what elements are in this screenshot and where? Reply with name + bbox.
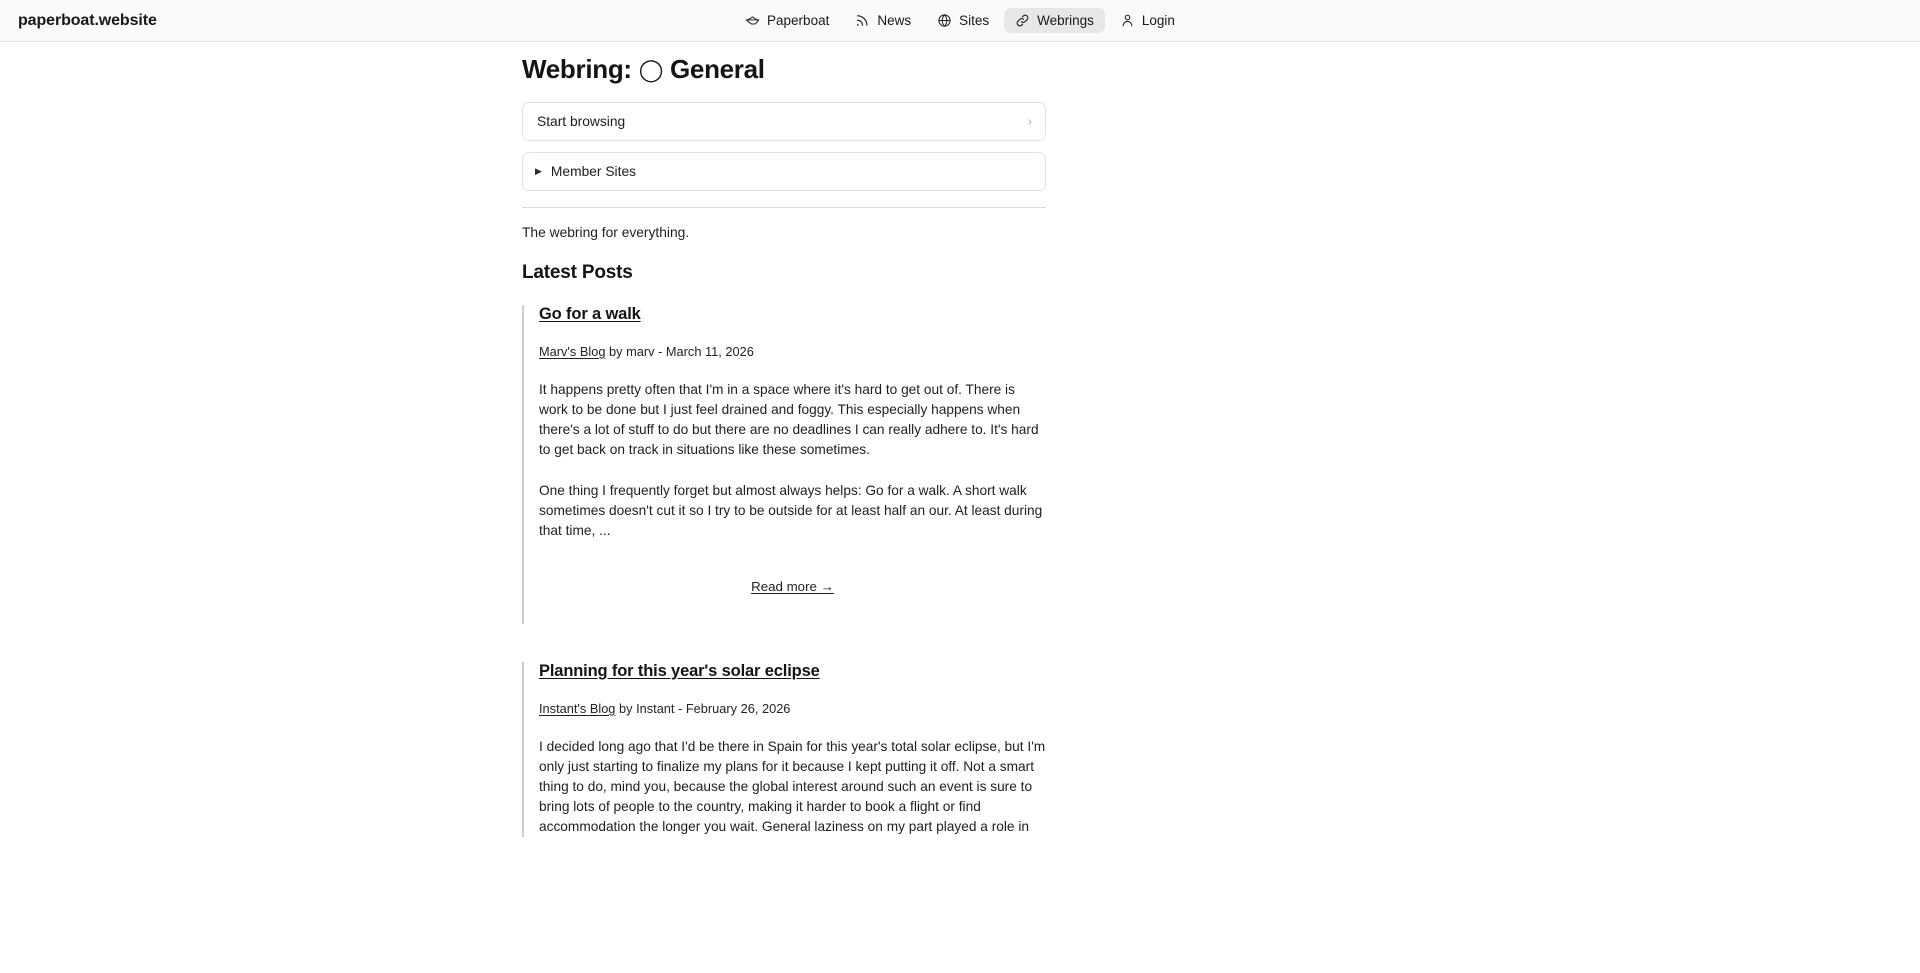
post-paragraph: I decided long ago that I'd be there in Spain for this year's total solar eclipse, but I'm only just starting to finalize my plans for it because I kept putting it off. Not a smart thing to do, mind you, because the global interest around such an event is sure to bring lots of people to the country, making it harder to book a flight or find accommodation the longer you wait. General laziness on my part played a role in xyxy=(539,738,1046,834)
member-sites-disclosure-panel[interactable] xyxy=(522,152,1046,191)
paperboat-icon xyxy=(745,13,760,28)
nav-item-webrings[interactable] xyxy=(1004,8,1105,33)
user-icon xyxy=(1120,13,1135,28)
post-meta xyxy=(539,701,1046,716)
nav-label-webrings: Webrings xyxy=(1037,13,1094,28)
nav-item-login[interactable] xyxy=(1109,8,1186,33)
start-browsing-button[interactable] xyxy=(522,102,1046,141)
nav-item-paperboat[interactable] xyxy=(734,8,840,33)
post-body xyxy=(539,380,1046,541)
post-paragraph: It happens pretty often that I'm in a space where it's hard to get out of. There is work to be done but I just feel drained and foggy. This especially happens when there's a lot of stuff to do but there are no deadlines I can really adhere to. It's hard to get back on track in situations like these sometimes. xyxy=(539,381,1039,457)
post-card xyxy=(522,305,1046,624)
brand-logo[interactable]: paperboat.website xyxy=(18,11,157,29)
post-meta xyxy=(539,344,1046,359)
post-title-link[interactable]: Planning for this year's solar eclipse xyxy=(539,661,820,680)
site-header xyxy=(0,0,1920,42)
main-navigation xyxy=(734,8,1186,33)
chevron-right-icon: › xyxy=(1027,113,1032,129)
post-byline: by Instant - February 26, 2026 xyxy=(615,700,791,716)
latest-posts-heading: Latest Posts xyxy=(522,261,633,283)
post-blog-link[interactable]: Marv's Blog xyxy=(539,343,606,359)
page-title xyxy=(522,53,1046,87)
post-blog-link[interactable]: Instant's Blog xyxy=(539,700,616,716)
globe-icon xyxy=(937,13,952,28)
post-title-link[interactable]: Go for a walk xyxy=(539,304,641,323)
read-more-row xyxy=(539,578,1046,624)
webring-tagline: The webring for everything. xyxy=(522,224,690,240)
post-body xyxy=(539,737,1046,837)
nav-item-sites[interactable] xyxy=(926,8,1000,33)
chevron-right-icon: ▶ xyxy=(535,165,542,176)
nav-label-login: Login xyxy=(1141,13,1175,28)
post-card xyxy=(522,662,1046,837)
content-column xyxy=(522,42,1046,837)
section-divider xyxy=(522,207,1046,208)
rss-icon xyxy=(855,13,870,28)
page-title-prefix: Webring: xyxy=(522,54,632,84)
post-byline: by marv - March 11, 2026 xyxy=(605,343,754,359)
start-browsing-label: Start browsing xyxy=(537,113,626,129)
nav-label-sites: Sites xyxy=(959,13,990,28)
link-icon xyxy=(1015,13,1030,28)
nav-item-news[interactable] xyxy=(844,8,922,33)
nav-label-paperboat: Paperboat xyxy=(767,13,830,28)
read-more-link[interactable]: Read more → xyxy=(751,578,834,594)
post-paragraph: One thing I frequently forget but almost always helps: Go for a walk. A short walk sometimes doesn't cut it so I try to be outside for at least half an our. At least during that time, ... xyxy=(539,482,1043,538)
nav-label-news: News xyxy=(877,13,912,28)
member-sites-label: Member Sites xyxy=(550,163,637,179)
page-title-name: General xyxy=(669,54,765,84)
ring-glyph-icon: ◯ xyxy=(638,57,664,82)
